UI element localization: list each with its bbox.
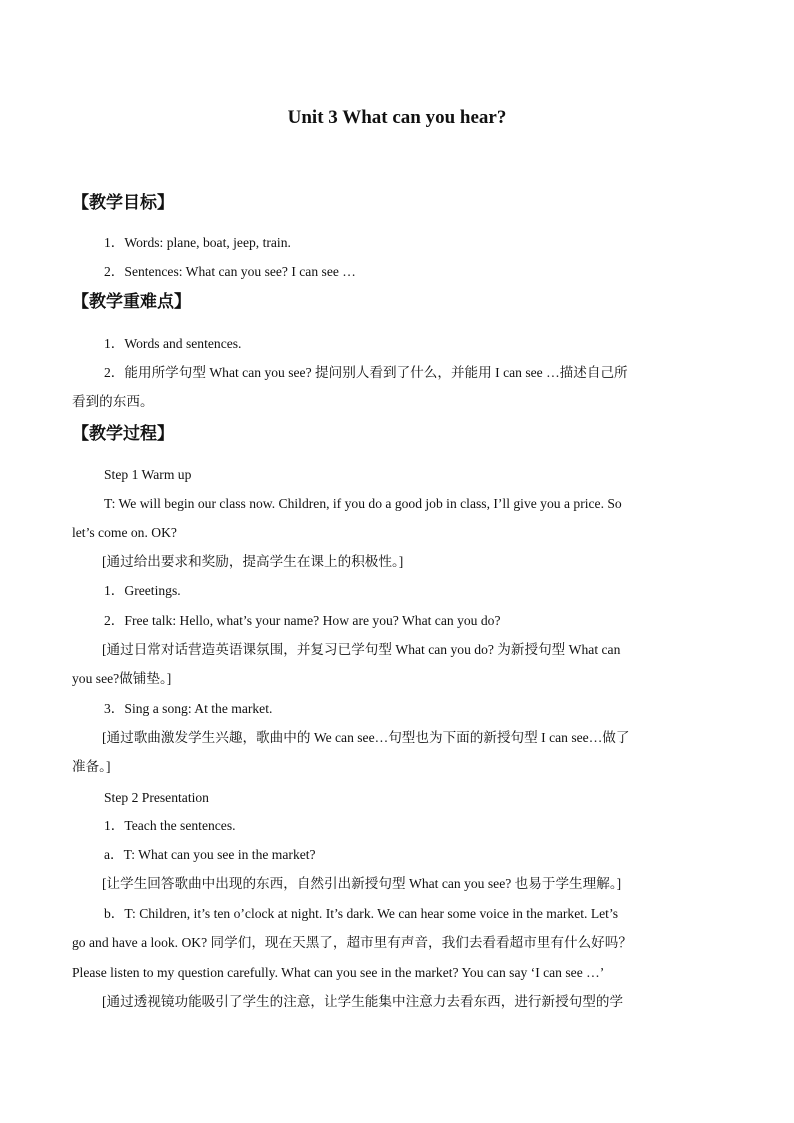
goal-item-2: 2．Sentences: What can you see? I can see … — [104, 264, 356, 279]
step-1-heading: Step 1 Warm up — [104, 467, 192, 482]
process-line: a．T: What can you see in the market? — [104, 847, 316, 862]
key-point-item-2-continued: 看到的东西。 — [72, 394, 154, 409]
process-line: 3．Sing a song: At the market. — [104, 701, 273, 716]
process-note: [通过歌曲激发学生兴趣，歌曲中的 We can see…句型也为下面的新授句型 I can see…做了 — [102, 730, 630, 745]
page-title: Unit 3 What can you hear? — [287, 107, 507, 128]
section-heading-process: 【教学过程】 — [72, 424, 174, 444]
process-note: [通过给出要求和奖励，提高学生在课上的积极性。] — [102, 554, 404, 569]
process-line: T: We will begin our class now. Children, if you do a good job in class, I’ll give you a price. So — [104, 496, 622, 511]
section-heading-goals: 【教学目标】 — [72, 193, 174, 213]
process-line: go and have a look. OK? 同学们，现在天黑了，超市里有声音，我们去看看超市里有什么好吗？ — [72, 935, 632, 950]
process-line: 1．Teach the sentences. — [104, 818, 236, 833]
process-line: 2．Free talk: Hello, what’s your name? How are you? What can you do? — [104, 613, 501, 628]
process-line: b．T: Children, it’s ten o’clock at night. It’s dark. We can hear some voice in the market. Let’s — [104, 906, 619, 921]
goal-item-1: 1．Words: plane, boat, jeep, train. — [104, 235, 291, 250]
process-note: [通过透视镜功能吸引了学生的注意，让学生能集中注意力去看东西，进行新授句型的学 — [102, 994, 624, 1009]
section-heading-key-points: 【教学重难点】 — [72, 292, 191, 312]
process-line: Please listen to my question carefully. What can you see in the market? You can say ‘I can see …’ — [72, 965, 605, 980]
process-note: [让学生回答歌曲中出现的东西，自然引出新授句型 What can you see? 也易于学生理解。] — [102, 876, 622, 891]
key-point-item-2: 2．能用所学句型 What can you see? 提问别人看到了什么，并能用 I can see …描述自己所 — [104, 365, 628, 380]
process-line: 1．Greetings. — [104, 583, 181, 598]
process-line: let’s come on. OK? — [72, 525, 177, 540]
process-note-continued: you see?做铺垫。] — [72, 671, 172, 686]
key-point-item-1: 1．Words and sentences. — [104, 336, 242, 351]
process-note-continued: 准备。] — [72, 759, 111, 774]
process-note: [通过日常对话营造英语课氛围，并复习已学句型 What can you do? 为新授句型 What can — [102, 642, 621, 657]
step-2-heading: Step 2 Presentation — [104, 790, 209, 805]
